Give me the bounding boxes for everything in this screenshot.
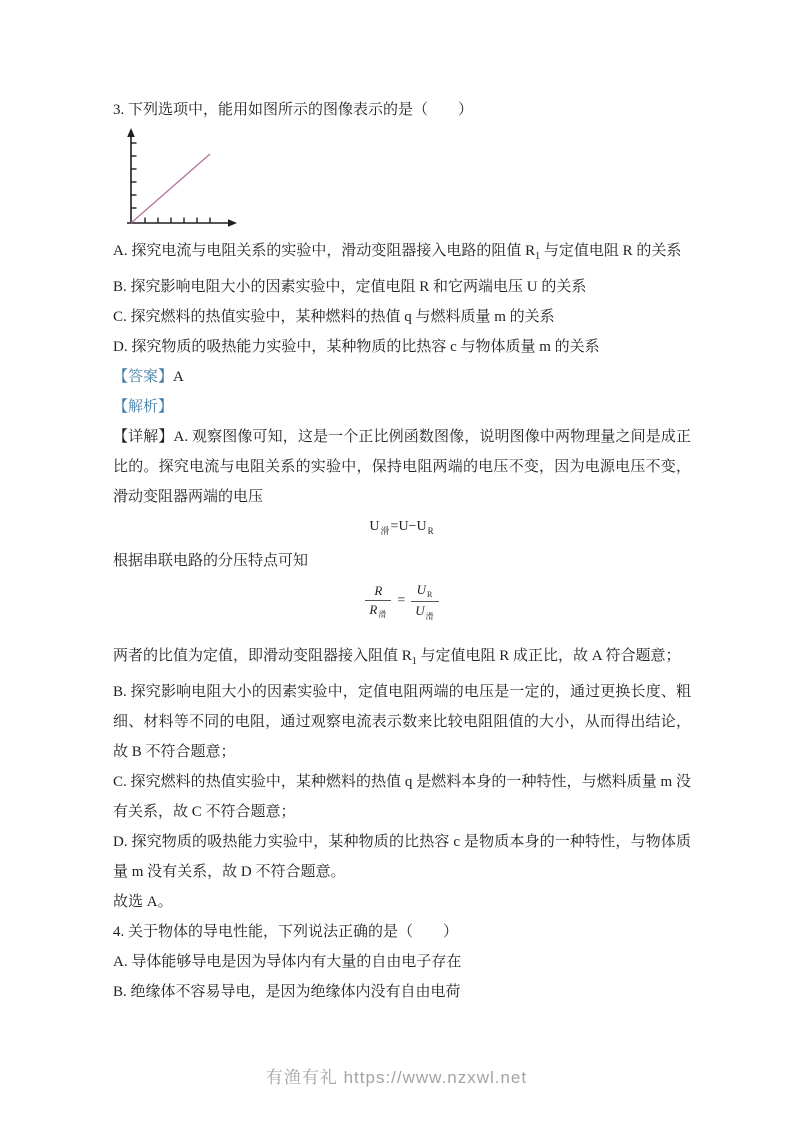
q3-analysis-line (113, 392, 691, 422)
data-line (131, 154, 210, 223)
q3-option-b (113, 272, 691, 302)
fraction-denominator: $R_滑$ (369, 601, 387, 620)
formula-text: U (369, 519, 380, 534)
option-text: A. 探究电流与电阻关系的实验中，滑动变阻器接入电路的阻值 R (113, 243, 536, 259)
analysis-label: 【解析】 (113, 399, 174, 415)
x-axis-ticks (145, 218, 210, 224)
exam-content (113, 95, 691, 1007)
fraction-numerator: $U_R$ (411, 582, 438, 602)
q3-option-a (113, 236, 691, 272)
option-text: 与定值电阻 R 的关系 (540, 243, 682, 259)
q3-option-c (113, 302, 691, 332)
q3-detail-paragraph-5: C. 探究燃料的热值实验中，某种燃料的热值 q 是燃料本身的一种特性，与燃料质量 m 没有关系，故 C 不符合题意； (113, 774, 691, 821)
option-text: C. 探究燃料的热值实验中，某种燃料的热值 q 与燃料质量 m 的关系 (113, 309, 555, 325)
fraction-right (411, 582, 438, 621)
fraction-left (365, 583, 391, 620)
x-axis-arrow-icon (228, 219, 237, 227)
answer-value: A (173, 369, 184, 385)
detail-text: 与定值电阻 R 成正比，故 A 符合题意； (416, 648, 681, 665)
q3-detail-paragraph-3 (113, 641, 691, 677)
equals-sign: = (397, 593, 406, 609)
q3-figure (126, 128, 691, 230)
formula-text: =U−U (390, 519, 427, 534)
fraction-numerator: R (365, 583, 391, 601)
q3-detail-paragraph-6: D. 探究物质的吸热能力实验中，某种物质的比热容 c 是物质本身的一种特性，与物体质量 m 没有关系，故 D 不符合题意。 (113, 834, 691, 881)
proportional-line-graph-icon (126, 128, 240, 230)
q3-detail-paragraph-2: 根据串联电路的分压特点可知 (113, 552, 309, 569)
detail-subscript: 1 (411, 656, 417, 668)
y-axis-ticks (131, 143, 137, 208)
fraction-denominator: $U_滑$ (415, 602, 434, 621)
q3-detail-paragraph-4: B. 探究影响电阻大小的因素实验中，定值电阻两端的电压是一定的，通过更换长度、粗细、材料等不同的电阻，通过观察电流表示数来比较电阻阻值的大小，从而得出结论，故 B 不符合题意； (113, 684, 691, 761)
detail-text: 两者的比值为定值，即滑动变阻器接入阻值 R (113, 648, 412, 665)
formula-voltage-divider (113, 582, 691, 621)
q3-detail-paragraph-1: 【详解】A. 观察图像可知，这是一个正比例函数图像，说明图像中两物理量之间是成正比的。探究电流与电阻关系的实验中，保持电阻两端的电压不变，因为电源电压不变，滑动变阻器两端的电压 (113, 429, 691, 505)
formula-subscript: R (427, 525, 434, 536)
y-axis-arrow-icon (127, 128, 135, 137)
page-footer (0, 1066, 793, 1090)
formula-subscript: 滑 (380, 525, 390, 536)
formula-u-slide (113, 512, 691, 546)
q3-detail-conclusion: 故选 A。 (113, 894, 173, 911)
option-text: B. 探究影响电阻大小的因素实验中，定值电阻 R 和它两端电压 U 的关系 (113, 279, 587, 295)
q3-stem: 3. 下列选项中，能用如图所示的图像表示的是（ ） (113, 102, 474, 118)
q4-option-a: A. 导体能够导电是因为导体内有大量的自由电子存在 (113, 954, 462, 971)
q4-option-b: B. 绝缘体不容易导电，是因为绝缘体内没有自由电荷 (113, 984, 461, 1001)
answer-label: 【答案】 (113, 369, 174, 385)
option-subscript: 1 (535, 251, 541, 262)
option-text: D. 探究物质的吸热能力实验中，某种物质的比热容 c 与物体质量 m 的关系 (113, 339, 600, 355)
q3-option-d (113, 332, 691, 362)
footer-watermark-text: 有渔有礼 https://www.nzxwl.net (265, 1068, 528, 1087)
q4-stem: 4. 关于物体的导电性能，下列说法正确的是（ ） (113, 924, 459, 941)
q3-answer-line (113, 362, 691, 392)
